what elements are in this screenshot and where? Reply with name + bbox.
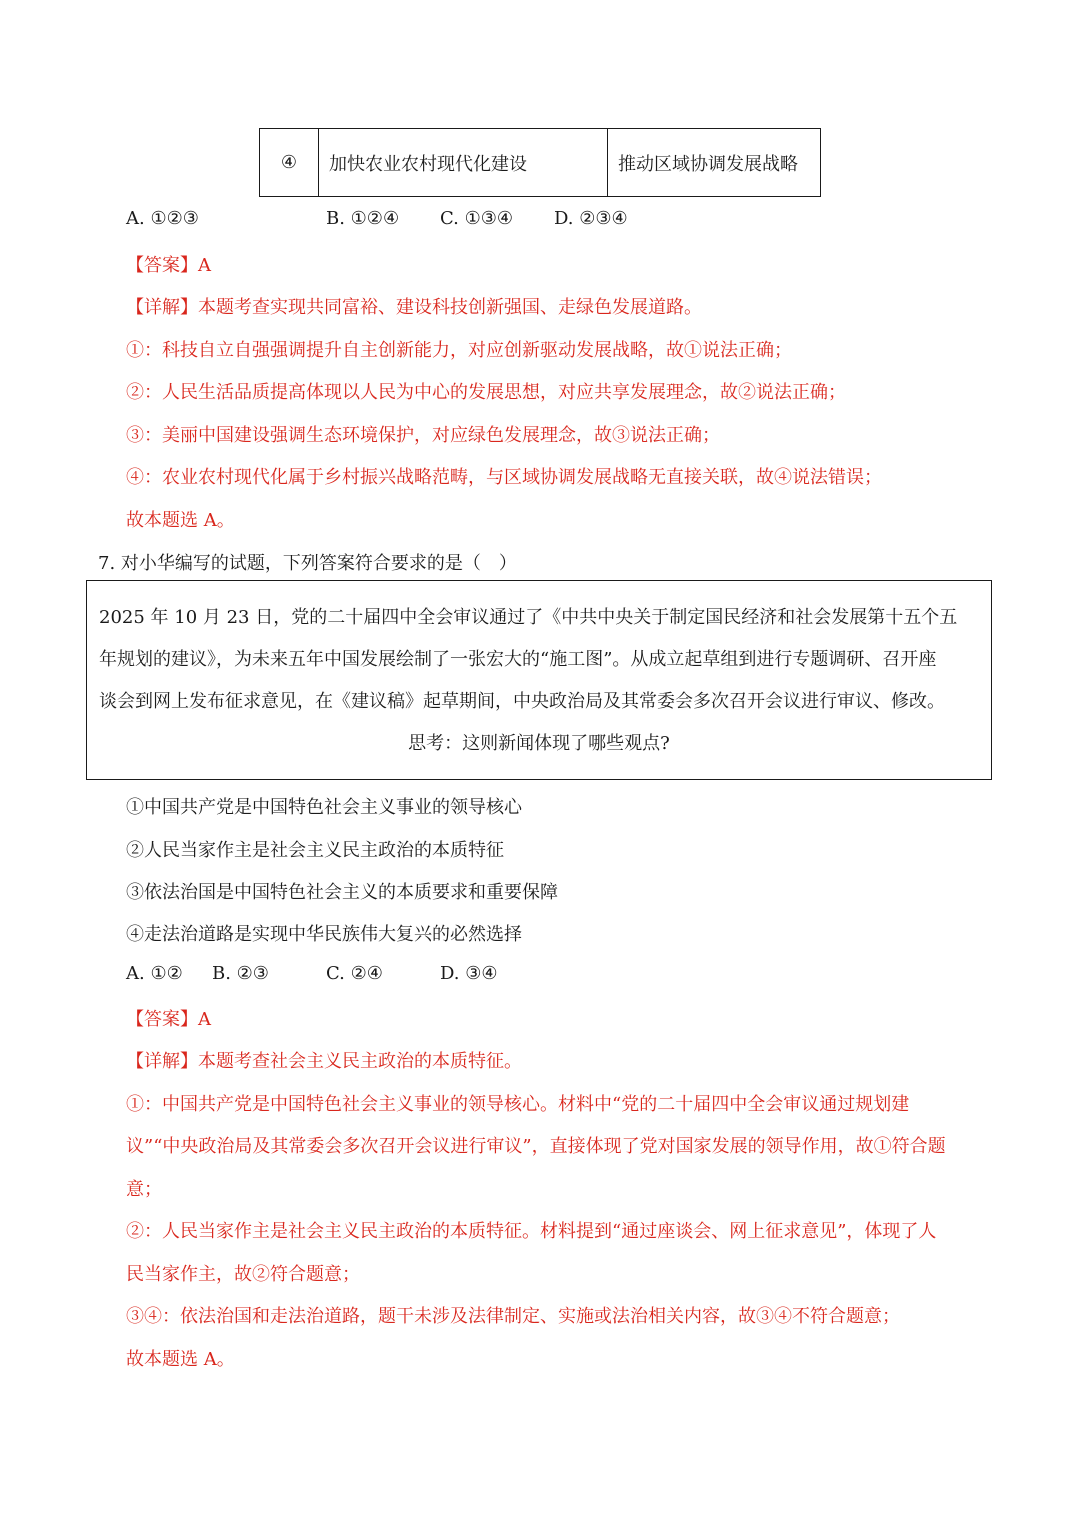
statement-item: ②人民当家作主是社会主义民主政治的本质特征 bbox=[126, 840, 504, 861]
q7-conclusion: 故本题选 A。 bbox=[126, 1349, 235, 1370]
option-d: D. ③④ bbox=[440, 963, 498, 984]
option-a: A. ①②③ bbox=[126, 208, 199, 229]
q6-conclusion: 故本题选 A。 bbox=[126, 510, 235, 531]
q6-detail: 【详解】本题考查实现共同富裕、建设科技创新强国、走绿色发展道路。 bbox=[126, 297, 702, 318]
q7-answer: 【答案】A bbox=[126, 1009, 211, 1030]
q7-explanation-line: ③④：依法治国和走法治道路，题干未涉及法律制定、实施或法治相关内容，故③④不符合题意； bbox=[126, 1306, 900, 1327]
q6-explanation-line: ②：人民生活品质提高体现以人民为中心的发展思想，对应共享发展理念，故②说法正确； bbox=[126, 382, 846, 403]
option-b: B. ②③ bbox=[212, 963, 269, 984]
q7-explanation-line: ①：中国共产党是中国特色社会主义事业的领导核心。材料中“党的二十届四中全会审议通过规划建 bbox=[126, 1094, 910, 1115]
statement-item: ④走法治道路是实现中华民族伟大复兴的必然选择 bbox=[126, 924, 522, 945]
q7-detail: 【详解】本题考查社会主义民主政治的本质特征。 bbox=[126, 1051, 522, 1072]
q7-explanation-line: 议”“中央政治局及其常委会多次召开会议进行审议”，直接体现了党对国家发展的领导作用，故①符合题 bbox=[126, 1136, 946, 1157]
material-line: 2025 年 10 月 23 日，党的二十届四中全会审议通过了《中共中央关于制定国民经济和社会发展第十五个五 bbox=[99, 607, 958, 628]
statement-item: ①中国共产党是中国特色社会主义事业的领导核心 bbox=[126, 797, 522, 818]
q6-explanation-line: ③：美丽中国建设强调生态环境保护，对应绿色发展理念，故③说法正确； bbox=[126, 425, 720, 446]
q6-explanation-line: ①：科技自立自强强调提升自主创新能力，对应创新驱动发展战略，故①说法正确； bbox=[126, 340, 792, 361]
option-c: C. ②④ bbox=[326, 963, 383, 984]
statement-item: ③依法治国是中国特色社会主义的本质要求和重要保障 bbox=[126, 882, 558, 903]
option-b: B. ①②④ bbox=[326, 208, 400, 229]
q6-answer: 【答案】A bbox=[126, 255, 211, 276]
q7-explanation-line: 民当家作主，故②符合题意； bbox=[126, 1264, 360, 1285]
material-box bbox=[86, 580, 992, 780]
option-d: D. ②③④ bbox=[554, 208, 628, 229]
option-a: A. ①② bbox=[126, 963, 183, 984]
table-cell-measure: 加快农业农村现代化建设 bbox=[319, 129, 608, 197]
think-prompt: 思考：这则新闻体现了哪些观点? bbox=[408, 733, 670, 754]
table-cell-strategy: 推动区域协调发展战略 bbox=[608, 129, 821, 197]
options-table bbox=[259, 128, 821, 197]
option-c: C. ①③④ bbox=[440, 208, 513, 229]
q7-explanation-line: ②：人民当家作主是社会主义民主政治的本质特征。材料提到“通过座谈会、网上征求意见”，体现了人 bbox=[126, 1221, 937, 1242]
q6-explanation-line: ④：农业农村现代化属于乡村振兴战略范畴，与区域协调发展战略无直接关联，故④说法错误； bbox=[126, 467, 882, 488]
material-line: 年规划的建议》，为未来五年中国发展绘制了一张宏大的“施工图”。从成立起草组到进行专题调研、召开座 bbox=[99, 649, 937, 670]
q7-explanation-line: 意； bbox=[126, 1179, 162, 1200]
table-cell-number: ④ bbox=[260, 129, 319, 197]
q7-stem: 7. 对小华编写的试题，下列答案符合要求的是（ ） bbox=[98, 553, 517, 574]
material-line: 谈会到网上发布征求意见，在《建议稿》起草期间，中央政治局及其常委会多次召开会议进行审议、修改。 bbox=[99, 691, 945, 712]
table-row bbox=[260, 129, 821, 197]
